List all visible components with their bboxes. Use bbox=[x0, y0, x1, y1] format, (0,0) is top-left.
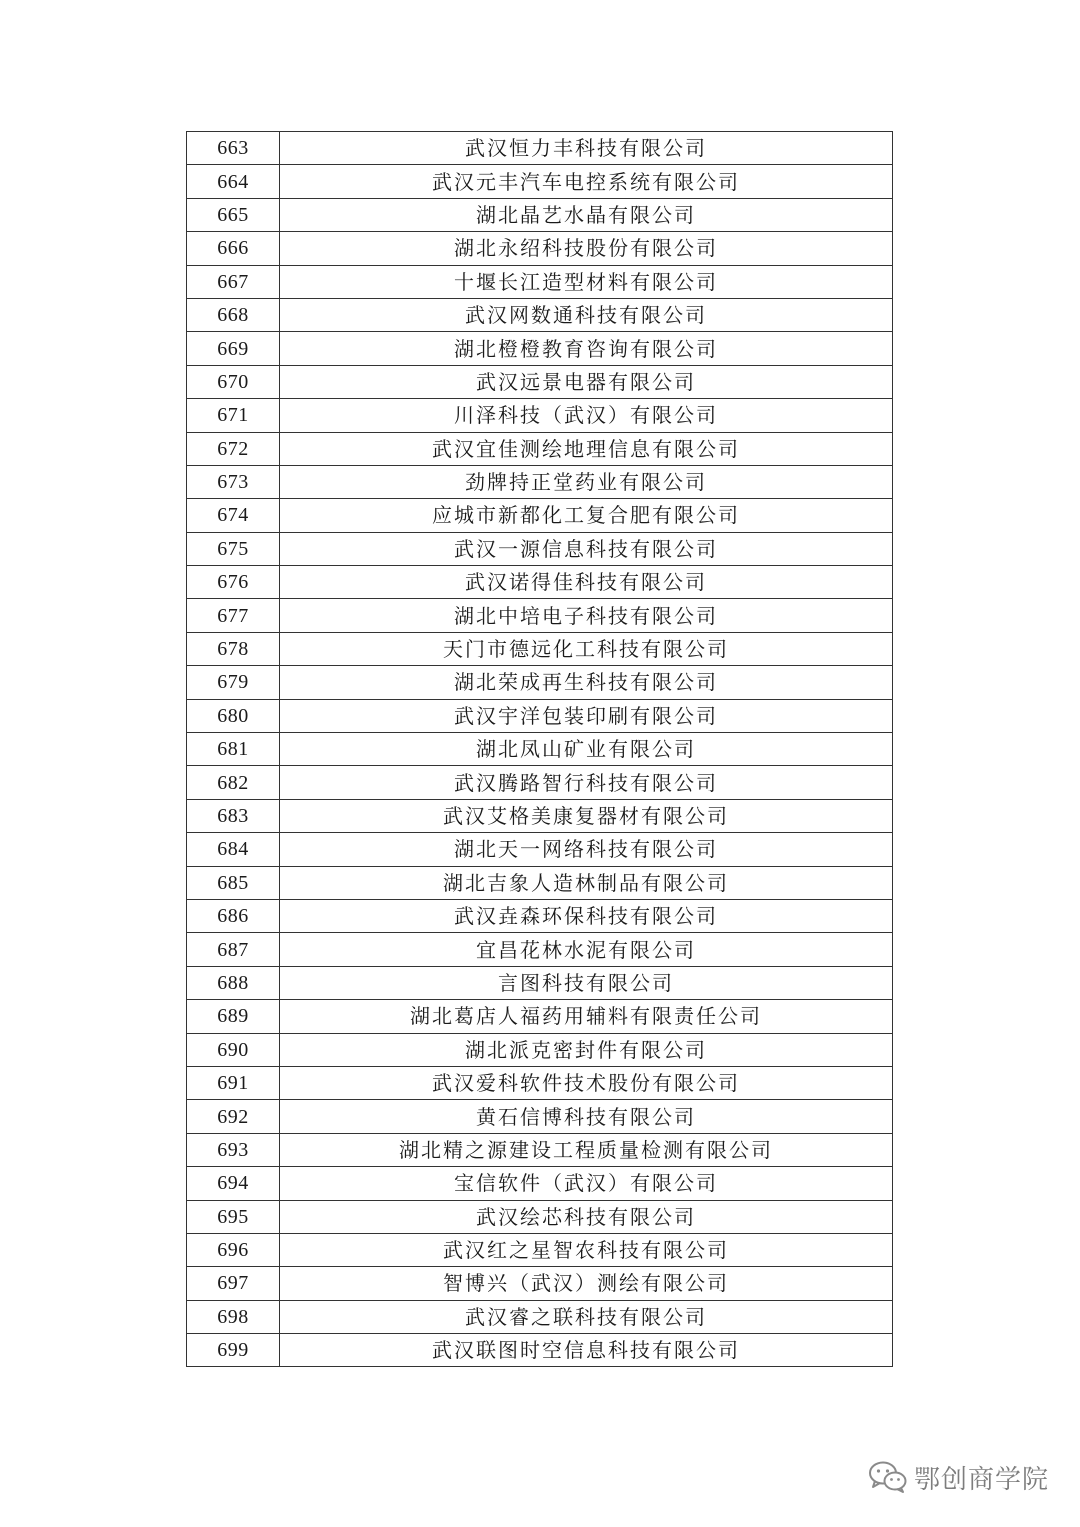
company-name: 武汉联图时空信息科技有限公司 bbox=[280, 1334, 893, 1367]
table-row bbox=[187, 1200, 893, 1233]
row-number: 677 bbox=[187, 599, 280, 632]
table-row bbox=[187, 799, 893, 832]
row-number: 680 bbox=[187, 699, 280, 732]
row-number: 676 bbox=[187, 566, 280, 599]
row-number: 691 bbox=[187, 1066, 280, 1099]
table-row bbox=[187, 399, 893, 432]
company-name: 宝信软件（武汉）有限公司 bbox=[280, 1167, 893, 1200]
table-row bbox=[187, 733, 893, 766]
company-name: 湖北精之源建设工程质量检测有限公司 bbox=[280, 1133, 893, 1166]
company-name: 湖北永绍科技股份有限公司 bbox=[280, 232, 893, 265]
row-number: 696 bbox=[187, 1233, 280, 1266]
watermark-text: 鄂创商学院 bbox=[914, 1464, 1050, 1495]
table-row bbox=[187, 599, 893, 632]
company-name: 武汉绘芯科技有限公司 bbox=[280, 1200, 893, 1233]
table-row bbox=[187, 1000, 893, 1033]
table-row bbox=[187, 699, 893, 732]
company-list-body bbox=[187, 132, 893, 1367]
company-name: 武汉艾格美康复器材有限公司 bbox=[280, 799, 893, 832]
row-number: 678 bbox=[187, 632, 280, 665]
company-name: 湖北中培电子科技有限公司 bbox=[280, 599, 893, 632]
table-row bbox=[187, 532, 893, 565]
row-number: 684 bbox=[187, 833, 280, 866]
row-number: 673 bbox=[187, 465, 280, 498]
table-row bbox=[187, 1300, 893, 1333]
row-number: 688 bbox=[187, 966, 280, 999]
row-number: 679 bbox=[187, 666, 280, 699]
table-row bbox=[187, 298, 893, 331]
company-name: 武汉元丰汽车电控系统有限公司 bbox=[280, 165, 893, 198]
table-row bbox=[187, 1133, 893, 1166]
row-number: 683 bbox=[187, 799, 280, 832]
row-number: 682 bbox=[187, 766, 280, 799]
company-name: 劲牌持正堂药业有限公司 bbox=[280, 465, 893, 498]
row-number: 687 bbox=[187, 933, 280, 966]
company-name: 湖北派克密封件有限公司 bbox=[280, 1033, 893, 1066]
company-name: 湖北晶艺水晶有限公司 bbox=[280, 198, 893, 231]
table-row bbox=[187, 265, 893, 298]
table-row bbox=[187, 165, 893, 198]
table-row bbox=[187, 1233, 893, 1266]
table-row bbox=[187, 566, 893, 599]
row-number: 686 bbox=[187, 899, 280, 932]
company-name: 智博兴（武汉）测绘有限公司 bbox=[280, 1267, 893, 1300]
table-row bbox=[187, 132, 893, 165]
row-number: 674 bbox=[187, 499, 280, 532]
company-name: 湖北橙橙教育咨询有限公司 bbox=[280, 332, 893, 365]
row-number: 669 bbox=[187, 332, 280, 365]
row-number: 681 bbox=[187, 733, 280, 766]
table-row bbox=[187, 332, 893, 365]
company-name: 武汉远景电器有限公司 bbox=[280, 365, 893, 398]
table-row bbox=[187, 1267, 893, 1300]
table-row bbox=[187, 966, 893, 999]
table-row bbox=[187, 1066, 893, 1099]
company-name: 应城市新都化工复合肥有限公司 bbox=[280, 499, 893, 532]
row-number: 670 bbox=[187, 365, 280, 398]
company-name: 武汉网数通科技有限公司 bbox=[280, 298, 893, 331]
company-name: 十堰长江造型材料有限公司 bbox=[280, 265, 893, 298]
company-list-table bbox=[186, 131, 893, 1367]
company-name: 湖北荣成再生科技有限公司 bbox=[280, 666, 893, 699]
table-row bbox=[187, 933, 893, 966]
row-number: 675 bbox=[187, 532, 280, 565]
company-name: 川泽科技（武汉）有限公司 bbox=[280, 399, 893, 432]
row-number: 695 bbox=[187, 1200, 280, 1233]
company-name: 武汉宜佳测绘地理信息有限公司 bbox=[280, 432, 893, 465]
table-row bbox=[187, 833, 893, 866]
table-row bbox=[187, 365, 893, 398]
row-number: 699 bbox=[187, 1334, 280, 1367]
row-number: 697 bbox=[187, 1267, 280, 1300]
row-number: 698 bbox=[187, 1300, 280, 1333]
table-row bbox=[187, 499, 893, 532]
company-name: 武汉爱科软件技术股份有限公司 bbox=[280, 1066, 893, 1099]
row-number: 666 bbox=[187, 232, 280, 265]
company-name: 言图科技有限公司 bbox=[280, 966, 893, 999]
row-number: 663 bbox=[187, 132, 280, 165]
watermark bbox=[868, 1455, 1049, 1499]
company-name: 武汉腾路智行科技有限公司 bbox=[280, 766, 893, 799]
table-row bbox=[187, 899, 893, 932]
row-number: 685 bbox=[187, 866, 280, 899]
company-name: 武汉宇洋包装印刷有限公司 bbox=[280, 699, 893, 732]
table-row bbox=[187, 1167, 893, 1200]
row-number: 668 bbox=[187, 298, 280, 331]
company-name: 武汉睿之联科技有限公司 bbox=[280, 1300, 893, 1333]
row-number: 690 bbox=[187, 1033, 280, 1066]
table-row bbox=[187, 766, 893, 799]
company-name: 宜昌花林水泥有限公司 bbox=[280, 933, 893, 966]
company-name: 湖北天一网络科技有限公司 bbox=[280, 833, 893, 866]
company-name: 武汉红之星智农科技有限公司 bbox=[280, 1233, 893, 1266]
row-number: 694 bbox=[187, 1167, 280, 1200]
company-name: 武汉诺得佳科技有限公司 bbox=[280, 566, 893, 599]
table-row bbox=[187, 232, 893, 265]
company-name: 武汉垚森环保科技有限公司 bbox=[280, 899, 893, 932]
table-row bbox=[187, 198, 893, 231]
company-name: 湖北吉象人造林制品有限公司 bbox=[280, 866, 893, 899]
table-row bbox=[187, 1100, 893, 1133]
row-number: 672 bbox=[187, 432, 280, 465]
row-number: 693 bbox=[187, 1133, 280, 1166]
row-number: 692 bbox=[187, 1100, 280, 1133]
table-row bbox=[187, 666, 893, 699]
table-row bbox=[187, 1033, 893, 1066]
row-number: 665 bbox=[187, 198, 280, 231]
company-name: 武汉一源信息科技有限公司 bbox=[280, 532, 893, 565]
row-number: 689 bbox=[187, 1000, 280, 1033]
table-row bbox=[187, 465, 893, 498]
row-number: 671 bbox=[187, 399, 280, 432]
table-row bbox=[187, 1334, 893, 1367]
wechat-icon bbox=[868, 1460, 908, 1494]
company-name: 湖北凤山矿业有限公司 bbox=[280, 733, 893, 766]
company-name: 武汉恒力丰科技有限公司 bbox=[280, 132, 893, 165]
company-name: 天门市德远化工科技有限公司 bbox=[280, 632, 893, 665]
row-number: 664 bbox=[187, 165, 280, 198]
table-row bbox=[187, 866, 893, 899]
table-row bbox=[187, 632, 893, 665]
table-row bbox=[187, 432, 893, 465]
company-name: 湖北葛店人福药用辅料有限责任公司 bbox=[280, 1000, 893, 1033]
company-name: 黄石信博科技有限公司 bbox=[280, 1100, 893, 1133]
row-number: 667 bbox=[187, 265, 280, 298]
